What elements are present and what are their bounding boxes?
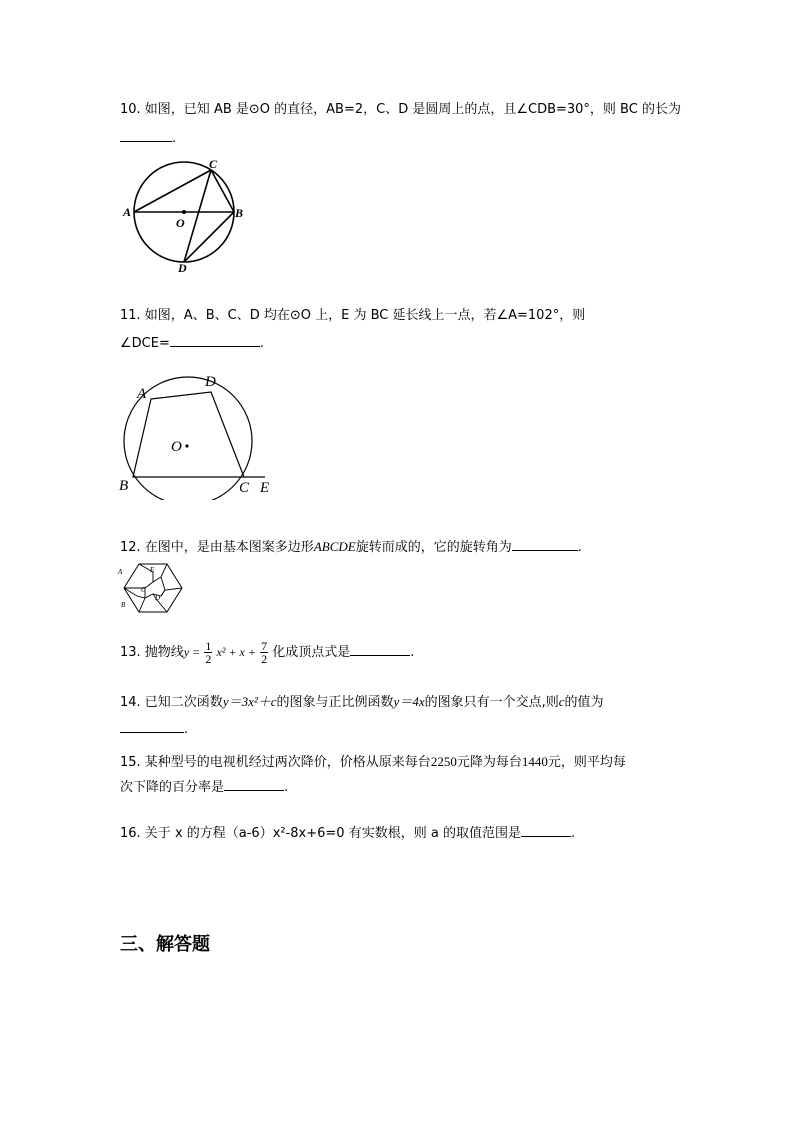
label-c: C (239, 480, 250, 496)
q11-text: 11. 如图，A、B、C、D 均在⊙O 上，E 为 BC 延长线上一点，若∠A=102°，则 (120, 308, 586, 323)
q10-answer-blank[interactable] (120, 128, 172, 142)
q14-line1 (120, 693, 604, 712)
q16-line (120, 823, 575, 843)
petal-1 (124, 564, 153, 588)
q14-text-1: 14. 已知二次函数 (120, 695, 223, 710)
q15-line1 (120, 753, 626, 772)
label-b: B (119, 478, 129, 494)
q15-line2 (120, 777, 288, 797)
q10-figure (120, 155, 255, 277)
q13-line (120, 639, 414, 666)
q14-period: . (184, 722, 189, 737)
center-point (182, 210, 186, 214)
label-b: B (121, 601, 126, 609)
label-a: A (123, 205, 132, 219)
label-d: D (155, 594, 161, 602)
q11-line1 (120, 307, 585, 325)
q13-mid: x² + x + (216, 645, 256, 659)
q12-text-mid: 旋转而成的，它的旋转角为 (355, 540, 512, 555)
q12-answer-blank[interactable] (512, 537, 578, 551)
q11-answer-blank[interactable] (170, 333, 260, 347)
q13-text-mid: 化成顶点式是 (272, 645, 351, 660)
q14-formula-1: y＝3x²＋c (222, 694, 277, 709)
q10-line1 (120, 101, 681, 119)
q15-text-2: 元降为每台 (456, 755, 522, 770)
q11-period: . (259, 336, 264, 351)
q14-text-3: 的图象只有一个交点,则 (424, 695, 559, 710)
q15-text-3: 元，则平均每 (547, 755, 626, 770)
petal-2 (153, 564, 167, 582)
q15-answer-blank[interactable] (224, 777, 284, 791)
section-heading: 三、解答题 (120, 934, 210, 955)
q14-answer-blank[interactable] (120, 719, 184, 733)
q11-line2 (120, 333, 264, 353)
q14-var-c: c (558, 694, 565, 709)
label-a: A (118, 568, 123, 576)
q16-period: . (570, 826, 576, 841)
q15-text-start: 次下降的百分率是 (120, 780, 225, 795)
center-point (185, 444, 188, 447)
q13-period: . (410, 645, 415, 660)
q14-line2 (120, 719, 188, 739)
q14-text-4: 的值为 (564, 695, 604, 710)
q15-period: . (284, 780, 289, 795)
q15-text-1: 15. 某种型号的电视机经过两次降价，价格从原来每台 (120, 755, 431, 770)
q12-period: . (577, 540, 582, 555)
label-c: C (141, 586, 146, 594)
q10-period: . (172, 131, 177, 146)
q13-fraction-1: $\frac{1}{2}$ (205, 639, 212, 666)
q13-answer-blank[interactable] (350, 642, 410, 656)
q11-text-start: ∠DCE= (120, 336, 170, 351)
q16-answer-blank[interactable] (521, 823, 571, 837)
segment-cb (211, 170, 234, 212)
q11-figure (115, 370, 280, 500)
q10-text: 10. 如图，已知 AB 是⊙O 的直径，AB=2，C、D 是圆周上的点，且∠CDB=30°，则 BC 的长为 (120, 102, 681, 117)
label-o: O (176, 216, 185, 230)
label-d: D (178, 261, 187, 275)
label-b: B (235, 206, 244, 220)
q15-price-before: 2250 (430, 754, 457, 769)
label-a: A (137, 386, 147, 402)
q13-text-start: 13. 抛物线 (120, 645, 184, 660)
label-e: E (260, 480, 270, 496)
q14-text-2: 的图象与正比例函数 (276, 695, 394, 710)
label-c: C (209, 157, 218, 171)
q10-line2 (120, 128, 176, 148)
q12-figure (117, 560, 189, 616)
q15-price-after: 1440 (521, 754, 548, 769)
q12-line (120, 537, 582, 557)
label-d: D (205, 374, 216, 390)
q16-text: 16. 关于 x 的方程（a-6）x²-8x+6=0 有实数根，则 a 的取值范围是 (120, 826, 521, 841)
q12-polygon-name: ABCDE (313, 539, 356, 554)
q14-formula-2: y＝4x (393, 694, 425, 709)
q13-y-eq: y = (183, 645, 201, 659)
label-o: O (171, 439, 182, 455)
label-e: E (150, 566, 155, 574)
q12-text-start: 12. 在图中，是由基本图案多边形 (120, 540, 314, 555)
segment-ac (134, 170, 211, 212)
quadrilateral-abcd (133, 392, 244, 477)
q13-fraction-2: $\frac{7}{2}$ (261, 639, 268, 666)
